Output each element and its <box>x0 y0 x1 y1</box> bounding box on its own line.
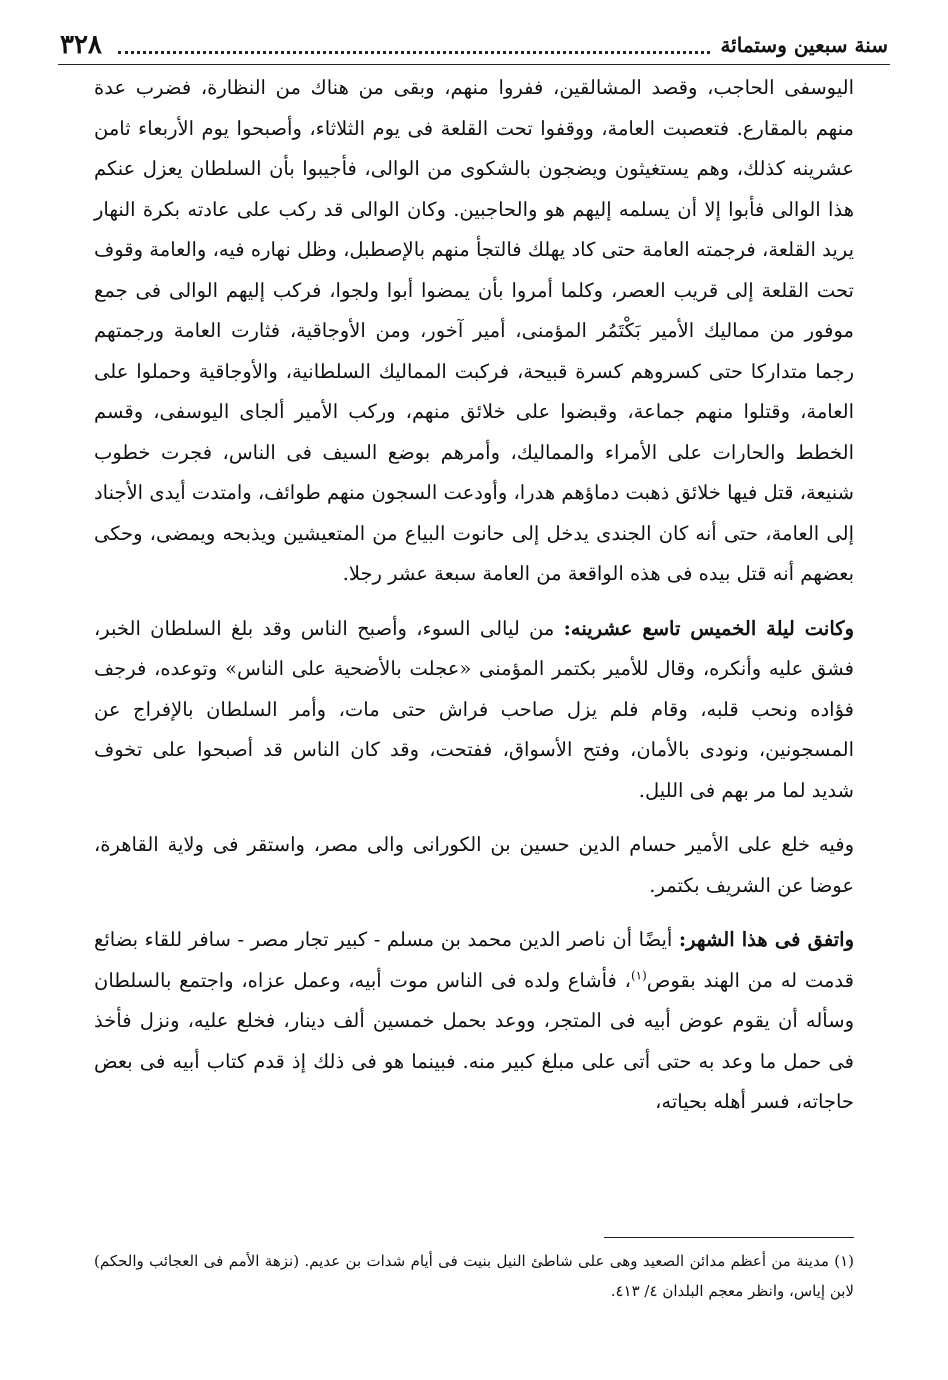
page-header <box>60 28 888 62</box>
paragraph-text-continued: ، فأشاع ولده فى الناس موت أبيه، وعمل عزاه، واجتمع بالسلطان وسأله أن يقوم عوض أبيه فى المتجر، ووعد بحمل خمسين ألف دينار، فخلع عليه، ونزل فأخذ فى حمل ما وعد به حتى أتى على مبلغ كبير منه. فبينما هو فى ذلك إذ قدم كتاب أبيه فى بعض حاجاته، فسر أهله بحياته، <box>94 968 854 1113</box>
paragraph-text: من ليالى السوء، وأصبح الناس وقد بلغ السلطان الخبر، فشق عليه وأنكره، وقال للأمير بكتمر المؤمنى «عجلت بالأضحية على الناس» وتوعده، فرجف فؤاده ونحب قلبه، وقام فلم يزل صاحب فراش حتى مات، وأمر السلطان بالإفراج عن المسجونين، ونودى بالأمان، وفتح الأسواق، ففتحت، وقد كان الناس قد أصبحوا على تخوف شديد لما مر بهم فى الليل. <box>94 616 854 802</box>
paragraph-3 <box>94 825 854 906</box>
paragraph-lead: واتفق فى هذا الشهر: <box>678 928 854 951</box>
paragraph-1 <box>94 68 854 595</box>
running-title: سنة سبعين وستمائة <box>720 33 888 57</box>
body-text <box>94 68 854 1123</box>
header-rule <box>58 64 890 65</box>
paragraph-2 <box>94 609 854 812</box>
footnote-reference: (١) <box>630 968 647 982</box>
paragraph-text: أيضًا أن ناصر الدين محمد بن مسلم - كبير تجار مصر - سافر للقاء بضائع قدمت له من الهند بقوص <box>94 928 854 992</box>
footnote: (١) مدينة من أعظم مدائن الصعيد وهى على شاطئ النيل بنيت فى أيام شدات بن عديم. (نزهة الأمم فى العجائب والحكم) لابن إياس، وانظر معجم البلدان ٤/ ٤١٣. <box>94 1252 854 1300</box>
paragraph-text: اليوسفى الحاجب، وقصد المشالقين، ففروا منهم، وبقى من هناك من النظارة، فضرب عدة منهم بالمقارع. فتعصبت العامة، ووقفوا تحت القلعة فى يوم الثلاثاء، وأصبحوا يوم الأربعاء ثامن عشرينه كذلك، وهم يستغيثون ويضجون بالشكوى من الوالى، فأجيبوا بأن السلطان يعزل عنكم هذا الوالى فأبوا إلا أن يسلمه إليهم هو والحاجبين. وكان الوالى قد ركب على عادته بكرة النهار يريد القلعة، فرجمته العامة حتى كاد يهلك فالتجأ منهم بالإصطبل، وظل نهاره فيه، والعامة وقوف تحت القلعة إلى قريب العصر، وكلما أمروا بأن يمضوا أبوا ولجوا، فركب إليهم الوالى فى جمع موفور من مماليك الأمير بَكْتَمُر المؤمنى، أمير آخور، ومن الأوجاقية، فثارت العامة ورجمتهم رجما متداركا حتى كسروهم كسرة قبيحة، فركبت المماليك السلطانية، والأوجاقية وحملوا على العامة، وقتلوا منهم جماعة، وقبضوا على خلائق منهم، وركب الأمير ألجاى اليوسفى، وقسم الخطط والحارات على الأمراء والمماليك، وأمرهم بوضع السيف فى الناس، فجرت خطوب شنيعة، قتل فيها خلائق ذهبت دماؤهم هدرا، وأودعت السجون منهم طوائف، وامتدت أيدى الأجناد إلى العامة، حتى أنه كان الجندى يدخل إلى حانوت البياع من المتعيشين ويذبحه ويمضى، وحكى بعضهم أنه قتل بيده فى هذه الواقعة من العامة سبعة عشر رجلا. <box>94 76 854 585</box>
footnote-rule <box>604 1237 854 1238</box>
page-number: ٣٢٨ <box>60 30 102 60</box>
paragraph-text: وفيه خلع على الأمير حسام الدين حسين بن الكورانى والى مصر، واستقر فى ولاية القاهرة، عوضا عن الشريف بكتمر. <box>94 833 854 897</box>
paragraph-4 <box>94 920 854 1123</box>
header-dot-leader <box>118 37 711 54</box>
paragraph-lead: وكانت ليلة الخميس تاسع عشرينه: <box>563 616 854 640</box>
